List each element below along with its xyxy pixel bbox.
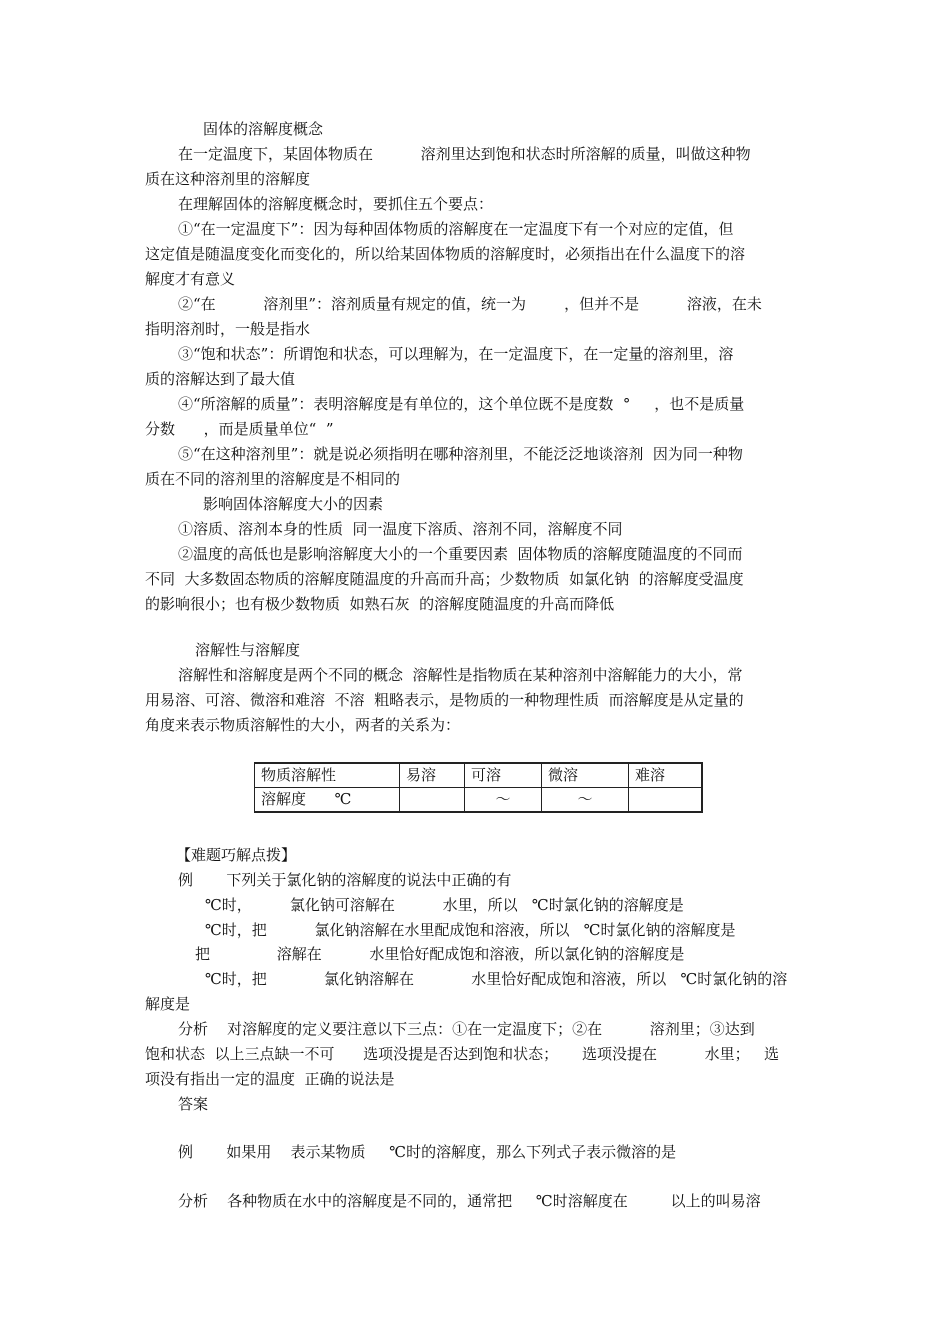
option-d: ℃时，把 氯化钠溶解在 水里恰好配成饱和溶液，所以 ℃时氯化钠的溶 <box>205 970 788 988</box>
table-cell: 微溶 <box>542 763 629 788</box>
analysis-line: 分析 对溶解度的定义要注意以下三点：①在一定温度下；②在 溶剂里；③达到 <box>178 1020 755 1038</box>
paragraph-line: 在理解固体的溶解度概念时，要抓住五个要点： <box>178 195 494 213</box>
section-heading-solubility-vs-degree: 溶解性与溶解度 <box>195 641 301 659</box>
paragraph-line: 解度才有意义 <box>145 270 236 288</box>
paragraph-line: 用易溶、可溶、微溶和难溶 不溶 粗略表示，是物质的一种物理性质 而溶解度是从定量的 <box>145 691 744 709</box>
analysis-2-line: 分析 各种物质在水中的溶解度是不同的，通常把 ℃时溶解度在 以上的叫易溶 <box>178 1192 761 1210</box>
paragraph-line: 不同 大多数固态物质的溶解度随温度的升高而升高；少数物质 如氯化钠 的溶解度受温度 <box>145 570 744 588</box>
paragraph-line: 这定值是随温度变化而变化的，所以给某固体物质的溶解度时，必须指出在什么温度下的溶 <box>145 245 746 263</box>
paragraph-line: ③“饱和状态”：所谓饱和状态，可以理解为，在一定温度下，在一定量的溶剂里，溶 <box>178 345 734 363</box>
example-2-question: 例 如果用 表示某物质 ℃时的溶解度，那么下列式子表示微溶的是 <box>178 1143 677 1161</box>
paragraph-line: 质在不同的溶剂里的溶解度是不相同的 <box>145 470 401 488</box>
table-cell: 物质溶解性 <box>255 763 400 788</box>
paragraph-line: 质在这种溶剂里的溶解度 <box>145 170 311 188</box>
table-cell: ～ <box>465 788 542 813</box>
table-cell <box>629 788 703 813</box>
table-cell: 可溶 <box>465 763 542 788</box>
paragraph-line: ⑤“在这种溶剂里”：就是说必须指明在哪种溶剂里，不能泛泛地谈溶剂 因为同一种物 <box>178 445 743 463</box>
paragraph-line: ①溶质、溶剂本身的性质 同一温度下溶质、溶剂不同，溶解度不同 <box>178 520 623 538</box>
paragraph-line: 分数 ，而是质量单位“ ” <box>145 420 334 438</box>
section-heading-solubility-concept: 固体的溶解度概念 <box>203 120 324 138</box>
analysis-line: 饱和状态 以上三点缺一不可 选项没提是否达到饱和状态； 选项没提在 水里； 选 <box>145 1045 779 1063</box>
paragraph-line: 溶解性和溶解度是两个不同的概念 溶解性是指物质在某种溶剂中溶解能力的大小，常 <box>178 666 743 684</box>
paragraph-line: ④“所溶解的质量”：表明溶解度是有单位的，这个单位既不是度数 ° ，也不是质量 <box>178 395 745 413</box>
option-b: ℃时，把 氯化钠溶解在水里配成饱和溶液，所以 ℃时氯化钠的溶解度是 <box>205 921 736 939</box>
paragraph-line: 在一定温度下，某固体物质在 溶剂里达到饱和状态时所溶解的质量，叫做这种物 <box>178 145 751 163</box>
table-header-row <box>255 763 703 788</box>
paragraph-line: ②“在 溶剂里”：溶剂质量有规定的值，统一为 ，但并不是 溶液，在未 <box>178 295 762 313</box>
table-cell <box>400 788 465 813</box>
paragraph-line: 的影响很小；也有极少数物质 如熟石灰 的溶解度随温度的升高而降低 <box>145 595 615 613</box>
option-c: 把 溶解在 水里恰好配成饱和溶液，所以氯化钠的溶解度是 <box>195 945 685 963</box>
solubility-table <box>254 762 703 813</box>
table-cell: 易溶 <box>400 763 465 788</box>
paragraph-line: ②温度的高低也是影响溶解度大小的一个重要因素 固体物质的溶解度随温度的不同而 <box>178 545 743 563</box>
section-heading-factors: 影响固体溶解度大小的因素 <box>203 495 384 513</box>
table-cell: 难溶 <box>629 763 703 788</box>
paragraph-line: 质的溶解达到了最大值 <box>145 370 296 388</box>
table-row <box>255 788 703 813</box>
example-1-question: 例 下列关于氯化钠的溶解度的说法中正确的有 <box>178 871 512 889</box>
paragraph-line: 角度来表示物质溶解性的大小，两者的关系为： <box>145 716 461 734</box>
answer-label: 答案 <box>178 1095 209 1113</box>
option-d-cont: 解度是 <box>145 995 191 1013</box>
table-cell: ～ <box>542 788 629 813</box>
paragraph-line: 指明溶剂时，一般是指水 <box>145 320 311 338</box>
analysis-line: 项没有指出一定的温度 正确的说法是 <box>145 1070 395 1088</box>
section-heading-tips: 【难题巧解点拨】 <box>176 846 297 864</box>
option-a: ℃时， 氯化钠可溶解在 水里，所以 ℃时氯化钠的溶解度是 <box>205 896 684 914</box>
paragraph-line: ①“在一定温度下”：因为每种固体物质的溶解度在一定温度下有一个对应的定值，但 <box>178 220 734 238</box>
table-cell: 溶解度 ℃ <box>255 788 400 813</box>
